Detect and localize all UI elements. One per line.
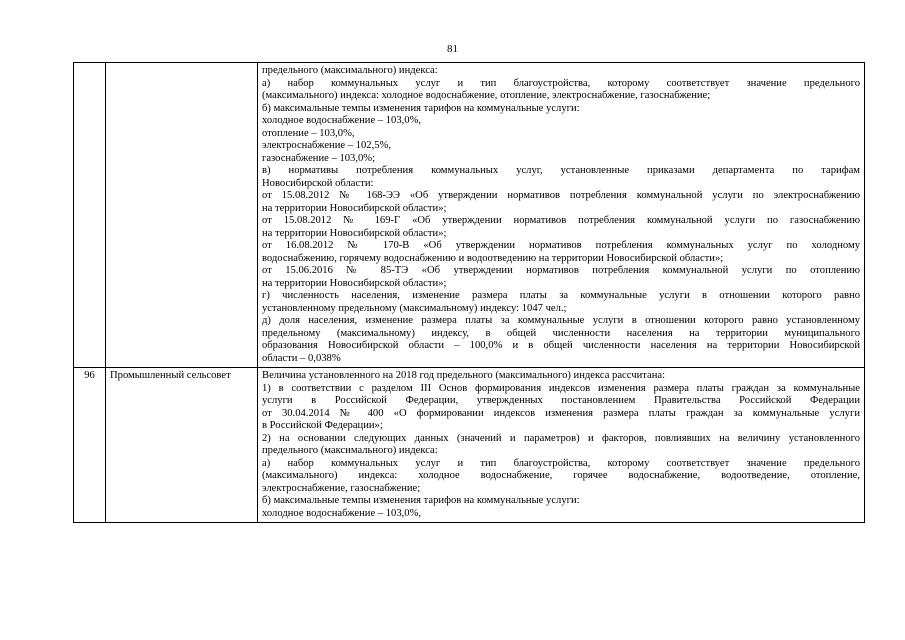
text-line: а) набор коммунальных услуг и тип благоустройства, которому соответствует значение предельного	[262, 77, 860, 89]
text-line: установленному предельному (максимальному) индексу: 1047 чел.;	[262, 302, 567, 314]
text-line: на территории Новосибирской области»;	[262, 277, 447, 289]
text-line: в) нормативы потребления коммунальных услуг, установленные приказами департамента по тарифам	[262, 165, 860, 176]
text-line: водоснабжению, горячему водоснабжению и водоотведению на территории Новосибирской области»;	[262, 252, 724, 264]
text-line: Новосибирской области:	[262, 177, 374, 189]
text-line: (максимального) индекса: холодное водоснабжение, отопление, электроснабжение, газоснабжение;	[262, 90, 711, 101]
index-description-cell	[258, 63, 865, 368]
text-line: а) набор коммунальных услуг и тип благоустройства, которому соответствует значение предельного	[262, 457, 860, 469]
text-line: д) доля населения, изменение размера платы за коммунальные услуги в отношении которого равно установленному	[262, 315, 860, 326]
text-line: электроснабжение – 102,5%,	[262, 140, 391, 151]
text-line: отопление – 103,0%,	[262, 127, 355, 139]
text-line: 2) на основании следующих данных (значений и параметров) и факторов, повлиявших на величину установленного	[262, 432, 860, 444]
document-table	[73, 62, 865, 523]
text-line: (максимального) индекса: холодное водоснабжение, горячее водоснабжение, водоотведение, отопление,	[262, 470, 860, 481]
table-row	[74, 368, 865, 523]
text-line: в Российской Федерации»;	[262, 420, 383, 431]
text-line: 1) в соответствии с разделом III Основ формирования индексов изменения размера платы граждан за коммунальные	[262, 382, 860, 394]
municipality-name-cell: Промышленный сельсовет	[106, 368, 258, 523]
municipality-name-cell	[106, 63, 258, 368]
text-line: от 15.06.2016 № 85-ТЭ «Об утверждении нормативов потребления коммунальной услуги по отоплению	[262, 265, 860, 276]
text-line: от 30.04.2014 № 400 «О формировании индексов изменения размера платы граждан за коммунальные услуги	[262, 407, 860, 419]
text-line: г) численность населения, изменение размера платы за коммунальные услуги в отношении которого равно	[262, 290, 860, 301]
text-line: Величина установленного на 2018 год предельного (максимального) индекса рассчитана:	[262, 370, 666, 381]
row-number-cell: 96	[74, 368, 106, 523]
text-line: электроснабжение, газоснабжение;	[262, 482, 421, 494]
table-row	[74, 63, 865, 368]
text-line: области – 0,038%	[262, 352, 341, 364]
text-line: на территории Новосибирской области»;	[262, 202, 447, 214]
row-number-cell	[74, 63, 106, 368]
text-line: от 15.08.2012 № 169-Г «Об утверждении нормативов потребления коммунальной услуги по газоснабжению	[262, 215, 860, 226]
text-line: холодное водоснабжение – 103,0%,	[262, 507, 422, 519]
text-line: от 16.08.2012 № 170-В «Об утверждении нормативов потребления коммунальных услуг по холодному	[262, 240, 860, 251]
index-description-cell	[258, 368, 865, 523]
text-line: услуги в Российской Федерации, утвержденных постановлением Правительства Российской Федерации	[262, 395, 860, 406]
text-line: б) максимальные темпы изменения тарифов на коммунальные услуги:	[262, 495, 580, 506]
text-line: предельного (максимального) индекса:	[262, 65, 438, 76]
text-line: предельного (максимального) индекса:	[262, 445, 438, 456]
text-line: на территории Новосибирской области»;	[262, 227, 447, 239]
text-line: от 15.08.2012 № 168-ЭЭ «Об утверждении нормативов потребления коммунальной услуги по электроснабжению	[262, 190, 860, 201]
page-number: 81	[447, 43, 458, 55]
text-line: предельному (максимальному) индексу, в общей численности населения на территории муниципального	[262, 327, 860, 339]
text-line: образования Новосибирской области – 100,0% и в общей численности населения на территории Новосибирской	[262, 340, 860, 351]
text-line: газоснабжение – 103,0%;	[262, 152, 376, 164]
text-line: б) максимальные темпы изменения тарифов на коммунальные услуги:	[262, 102, 580, 114]
text-line: холодное водоснабжение – 103,0%,	[262, 115, 422, 126]
